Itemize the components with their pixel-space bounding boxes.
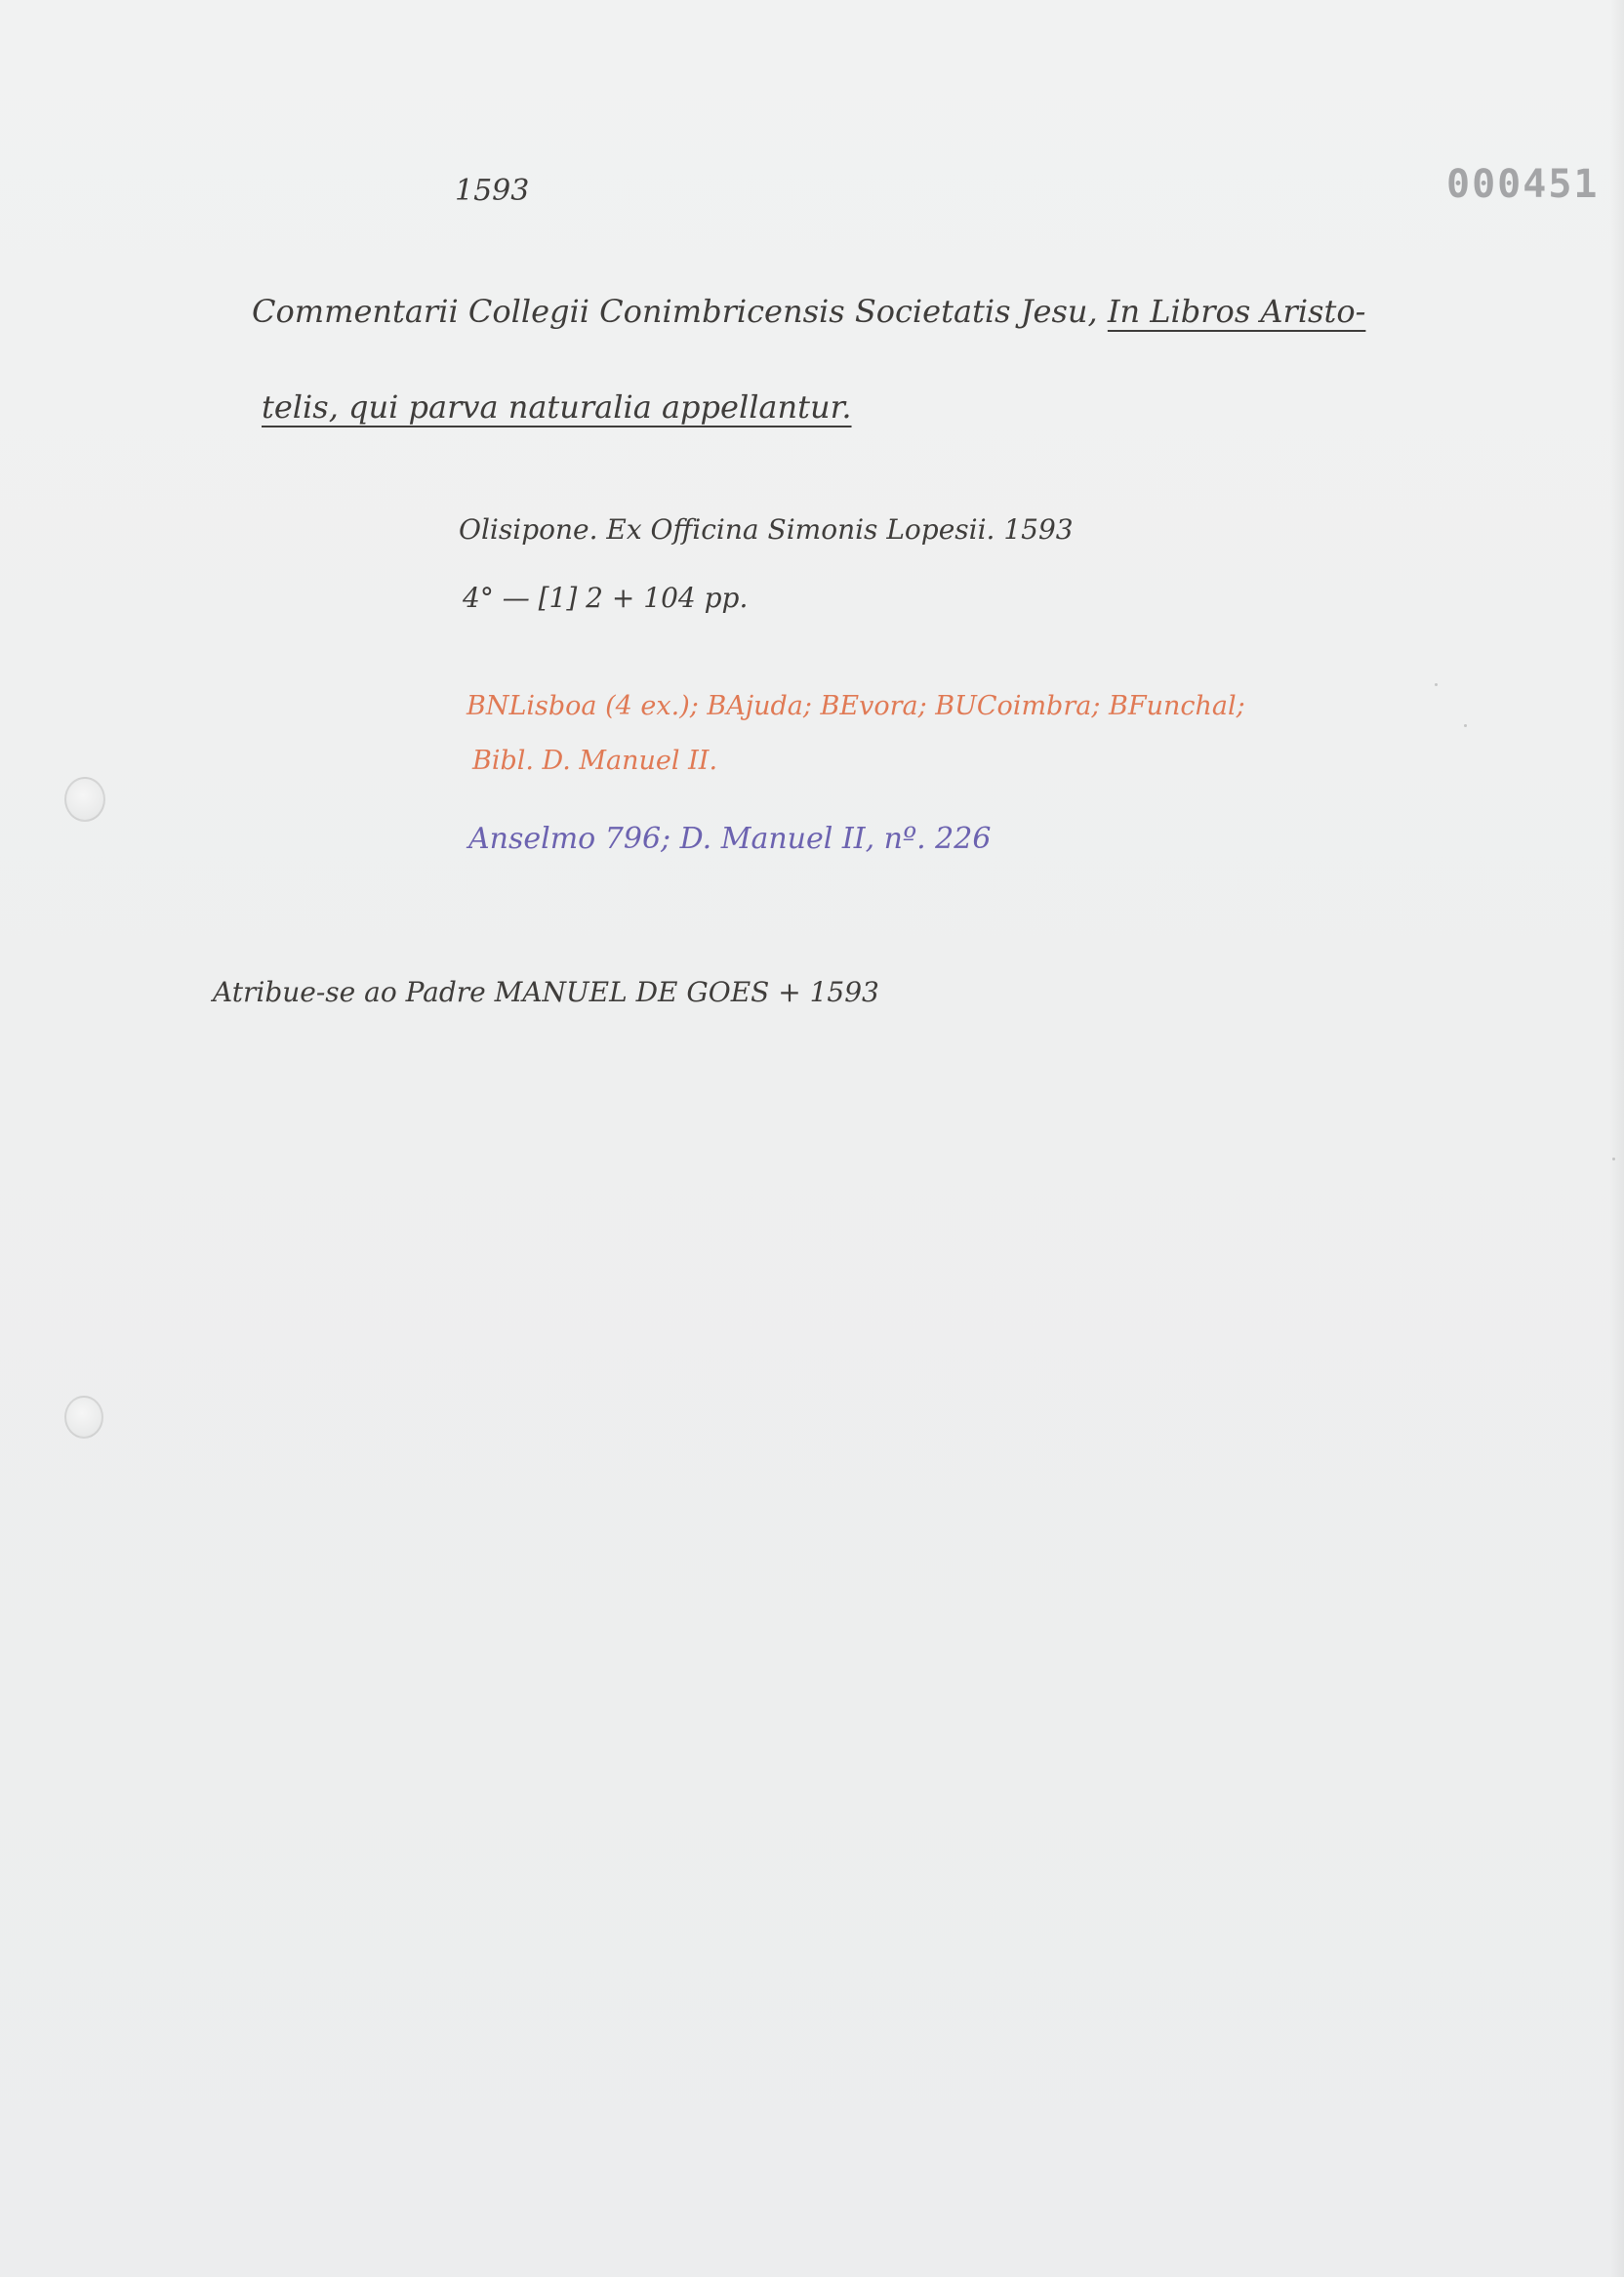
title-line-1-underlined: In Libros Aristo- bbox=[1107, 293, 1366, 330]
bibliographic-references: Anselmo 796; D. Manuel II, nº. 226 bbox=[468, 822, 992, 856]
punch-hole-top bbox=[64, 777, 105, 822]
paper-speck bbox=[1464, 724, 1467, 727]
holdings-line-1: BNLisboa (4 ex.); BAjuda; BEvora; BUCoimbra; BFunchal; bbox=[467, 691, 1245, 721]
paper-speck bbox=[1612, 1158, 1615, 1160]
collation: 4° — [1] 2 + 104 pp. bbox=[463, 582, 749, 614]
title-line-1 bbox=[252, 293, 1365, 330]
serial-number-stamp: 000451 bbox=[1446, 162, 1600, 207]
title-line-2: telis, qui parva naturalia appellantur. bbox=[262, 388, 852, 426]
imprint: Olisipone. Ex Officina Simonis Lopesii. 1593 bbox=[459, 513, 1074, 546]
punch-hole-bottom bbox=[64, 1396, 103, 1439]
title-line-1-text: Commentarii Collegii Conimbricensis Societatis Jesu, bbox=[252, 293, 1108, 330]
attribution-note: Atribue-se ao Padre MANUEL DE GOES + 1593 bbox=[213, 976, 879, 1008]
paper-speck bbox=[1435, 683, 1438, 686]
holdings-line-2: Bibl. D. Manuel II. bbox=[472, 746, 718, 776]
card-year: 1593 bbox=[455, 174, 530, 208]
